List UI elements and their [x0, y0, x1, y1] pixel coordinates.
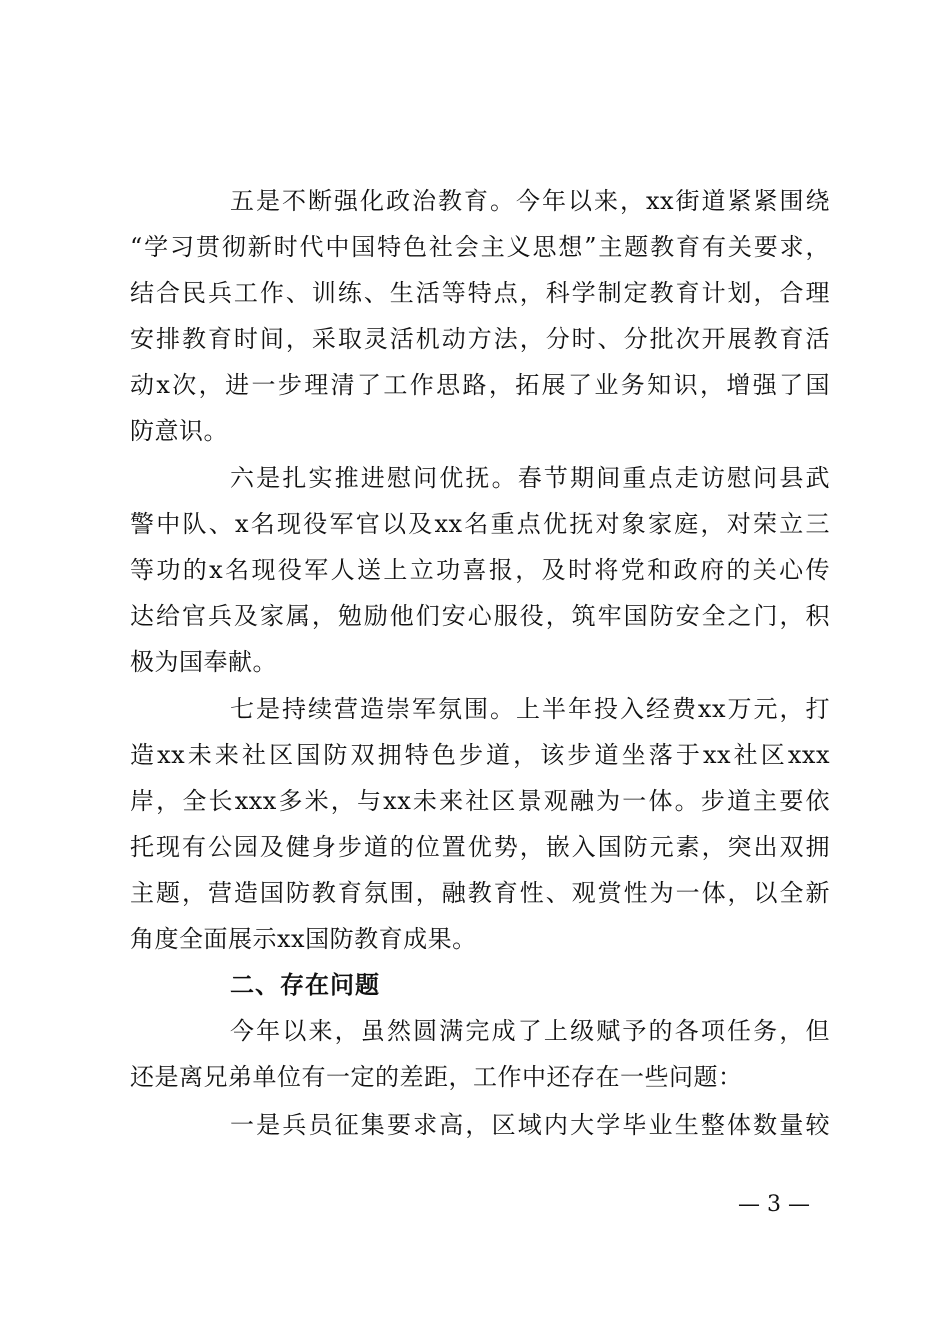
section-heading: 二、存在问题 — [230, 971, 380, 999]
paragraph-line: 等功的x名现役军人送上立功喜报，及时将党和政府的关心传 — [130, 556, 830, 584]
paragraph-line: 七是持续营造崇军氛围。上半年投入经费xx万元，打 — [230, 695, 830, 723]
paragraph-recruitment-problem — [130, 1102, 830, 1148]
paragraph-line: 结合民兵工作、训练、生活等特点，科学制定教育计划，合理 — [130, 279, 830, 307]
paragraph-line: 岸，全长xxx多米，与xx未来社区景观融为一体。步道主要依 — [130, 787, 830, 815]
paragraph-political-education — [130, 178, 830, 454]
paragraph-line: 达给官兵及家属，勉励他们安心服役，筑牢国防安全之门，积 — [130, 602, 830, 630]
paragraph-military-atmosphere — [130, 686, 830, 962]
paragraph-line: 还是离兄弟单位有一定的差距，工作中还存在一些问题： — [130, 1063, 743, 1091]
paragraph-line: 安排教育时间，采取灵活机动方法，分时、分批次开展教育活 — [130, 325, 830, 353]
paragraph-line: “学习贯彻新时代中国特色社会主义思想”主题教育有关要求， — [130, 233, 830, 261]
paragraph-line: 角度全面展示xx国防教育成果。 — [130, 925, 477, 953]
paragraph-line: 主题，营造国防教育氛围，融教育性、观赏性为一体，以全新 — [130, 879, 830, 907]
paragraph-line: 造xx未来社区国防双拥特色步道，该步道坐落于xx社区xxx — [130, 741, 830, 769]
paragraph-problems-intro — [130, 1008, 830, 1100]
paragraph-line: 警中队、x名现役军官以及xx名重点优抚对象家庭，对荣立三 — [130, 510, 830, 538]
page-number: — 3 — — [738, 1192, 810, 1217]
paragraph-line: 托现有公园及健身步道的位置优势，嵌入国防元素，突出双拥 — [130, 833, 830, 861]
paragraph-line: 六是扎实推进慰问优抚。春节期间重点走访慰问县武 — [230, 464, 830, 492]
paragraph-condolence-visits — [130, 455, 830, 685]
paragraph-line: 动x次，进一步理清了工作思路，拓展了业务知识，增强了国 — [130, 371, 830, 399]
paragraph-line: 五是不断强化政治教育。今年以来，xx街道紧紧围绕 — [230, 187, 830, 215]
paragraph-line: 极为国奉献。 — [130, 648, 277, 676]
paragraph-line: 一是兵员征集要求高，区域内大学毕业生整体数量较 — [230, 1111, 830, 1139]
paragraph-line: 今年以来，虽然圆满完成了上级赋予的各项任务，但 — [230, 1017, 830, 1045]
paragraph-line: 防意识。 — [130, 417, 228, 445]
